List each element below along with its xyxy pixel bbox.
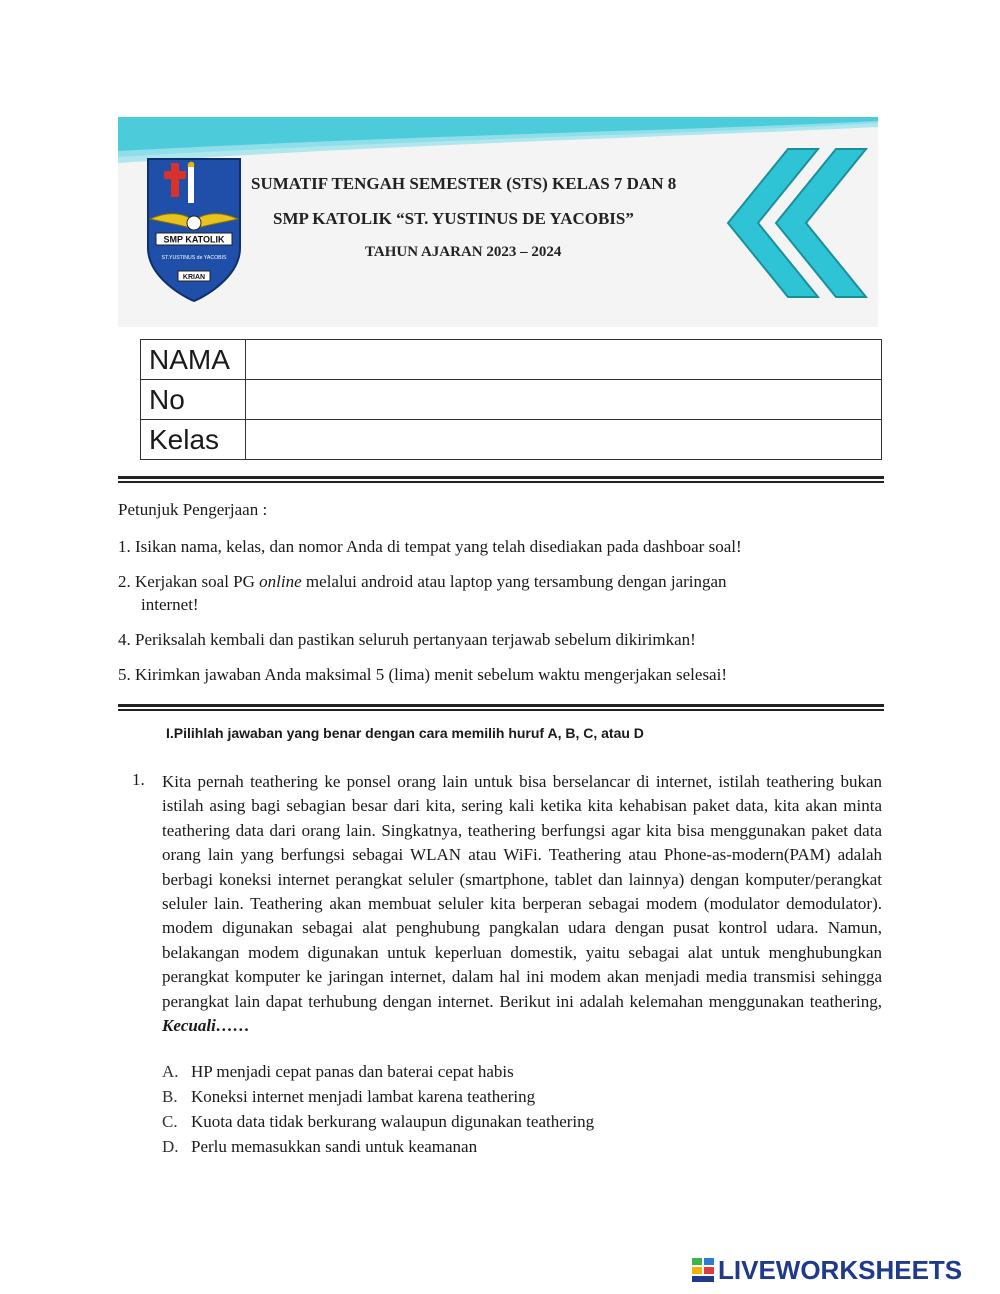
chevron-decoration bbox=[718, 139, 878, 307]
instruction-item-2 bbox=[118, 570, 858, 616]
option-a-text: HP menjadi cepat panas dan baterai cepat habis bbox=[191, 1062, 514, 1081]
identity-row-number bbox=[141, 380, 882, 420]
question-number: 1. bbox=[132, 770, 145, 789]
header-banner bbox=[118, 117, 878, 327]
option-b[interactable] bbox=[162, 1085, 535, 1109]
logo-text-arc: ST.YUSTINUS de YACOBIS bbox=[161, 255, 227, 261]
logo-text-top: SMP KATOLIK bbox=[163, 234, 225, 245]
divider-top bbox=[118, 476, 884, 483]
number-field[interactable] bbox=[246, 380, 882, 420]
option-c-text: Kuota data tidak berkurang walaupun digunakan teathering bbox=[191, 1112, 595, 1131]
class-label: Kelas bbox=[141, 420, 246, 460]
option-c-letter: C. bbox=[162, 1112, 178, 1131]
question-body: Kita pernah teathering ke ponsel orang lain untuk bisa berselancar di internet, istilah teathering bukan istilah asing bagi sebagian besar dari kita, sering kali ketika kita kehabisan paket data, kita akan minta teathering data dari orang lain. Singkatnya, teathering berfungsi agar kita bisa menggunakan paket data orang lain yang berfungsi sebagai WLAN atau WiFi. Teathering atau Phone-as-modern(PAM) adalah berbagi koneksi internet perangkat seluler (smartphone, tablet dan lainnya) dengan komputer/perangkat seluler lain. Teathering akan membuat seluler kita berperan sebagai modem (modulator demodulator). modem digunakan sebagai alat penghubung pangkalan udara dengan pusat kontrol udara. Namun, belakangan modem digunakan untuk keperluan domestik, yaitu sebagai alat untuk menghubungkan perangkat komputer ke jaringan internet, dalam hal ini modem akan menjadi media transmisi sehingga perangkat lain dapat terhubung dengan internet. Berikut ini adalah kelemahan menggunakan teathering, bbox=[162, 772, 882, 1011]
option-c[interactable] bbox=[162, 1110, 594, 1134]
option-b-text: Koneksi internet menjadi lambat karena teathering bbox=[191, 1087, 536, 1106]
header-title-exam: SUMATIF TENGAH SEMESTER (STS) KELAS 7 DAN 8 bbox=[251, 174, 677, 193]
option-b-letter: B. bbox=[162, 1087, 178, 1106]
option-a-letter: A. bbox=[162, 1062, 179, 1081]
instruction-item-2-em: online bbox=[259, 572, 302, 591]
school-logo bbox=[142, 153, 246, 303]
option-a[interactable] bbox=[162, 1060, 514, 1084]
question-emphasis: Kecuali…… bbox=[162, 1016, 250, 1036]
logo-text-bottom: KRIAN bbox=[182, 274, 206, 281]
option-d[interactable] bbox=[162, 1135, 477, 1159]
header-title-school: SMP KATOLIK “ST. YUSTINUS DE YACOBIS” bbox=[273, 209, 634, 228]
identity-row-class bbox=[141, 420, 882, 460]
instruction-item-2-c: internet! bbox=[141, 595, 199, 614]
identity-table bbox=[140, 339, 882, 460]
liveworksheets-text: LIVEWORKSHEETS bbox=[718, 1254, 963, 1285]
instruction-item-5: 5. Kirimkan jawaban Anda maksimal 5 (lima) menit sebelum waktu mengerjakan selesai! bbox=[118, 665, 727, 684]
instruction-item-1: 1. Isikan nama, kelas, dan nomor Anda di tempat yang telah disediakan pada dashboar soal! bbox=[118, 537, 742, 556]
number-label: No bbox=[141, 380, 246, 420]
instruction-item-2-b: melalui android atau laptop yang tersambung dengan jaringan bbox=[301, 572, 727, 591]
name-label: NAMA bbox=[141, 340, 246, 380]
name-field[interactable] bbox=[246, 340, 882, 380]
instructions-title: Petunjuk Pengerjaan : bbox=[118, 500, 268, 519]
class-field[interactable] bbox=[246, 420, 882, 460]
question-text bbox=[162, 770, 882, 1038]
instruction-item-2-a: 2. Kerjakan soal PG bbox=[118, 572, 260, 591]
identity-row-name bbox=[141, 340, 882, 380]
option-d-text: Perlu memasukkan sandi untuk keamanan bbox=[191, 1137, 478, 1156]
section-title: I.Pilihlah jawaban yang benar dengan cara memilih huruf A, B, C, atau D bbox=[166, 725, 644, 741]
divider-bottom bbox=[118, 704, 884, 711]
instruction-item-4: 4. Periksalah kembali dan pastikan seluruh pertanyaan terjawab sebelum dikirimkan! bbox=[118, 630, 696, 649]
option-d-letter: D. bbox=[162, 1137, 179, 1156]
header-title-year: TAHUN AJARAN 2023 – 2024 bbox=[365, 244, 562, 260]
liveworksheets-icon bbox=[692, 1258, 714, 1282]
liveworksheets-logo[interactable] bbox=[692, 1254, 962, 1286]
